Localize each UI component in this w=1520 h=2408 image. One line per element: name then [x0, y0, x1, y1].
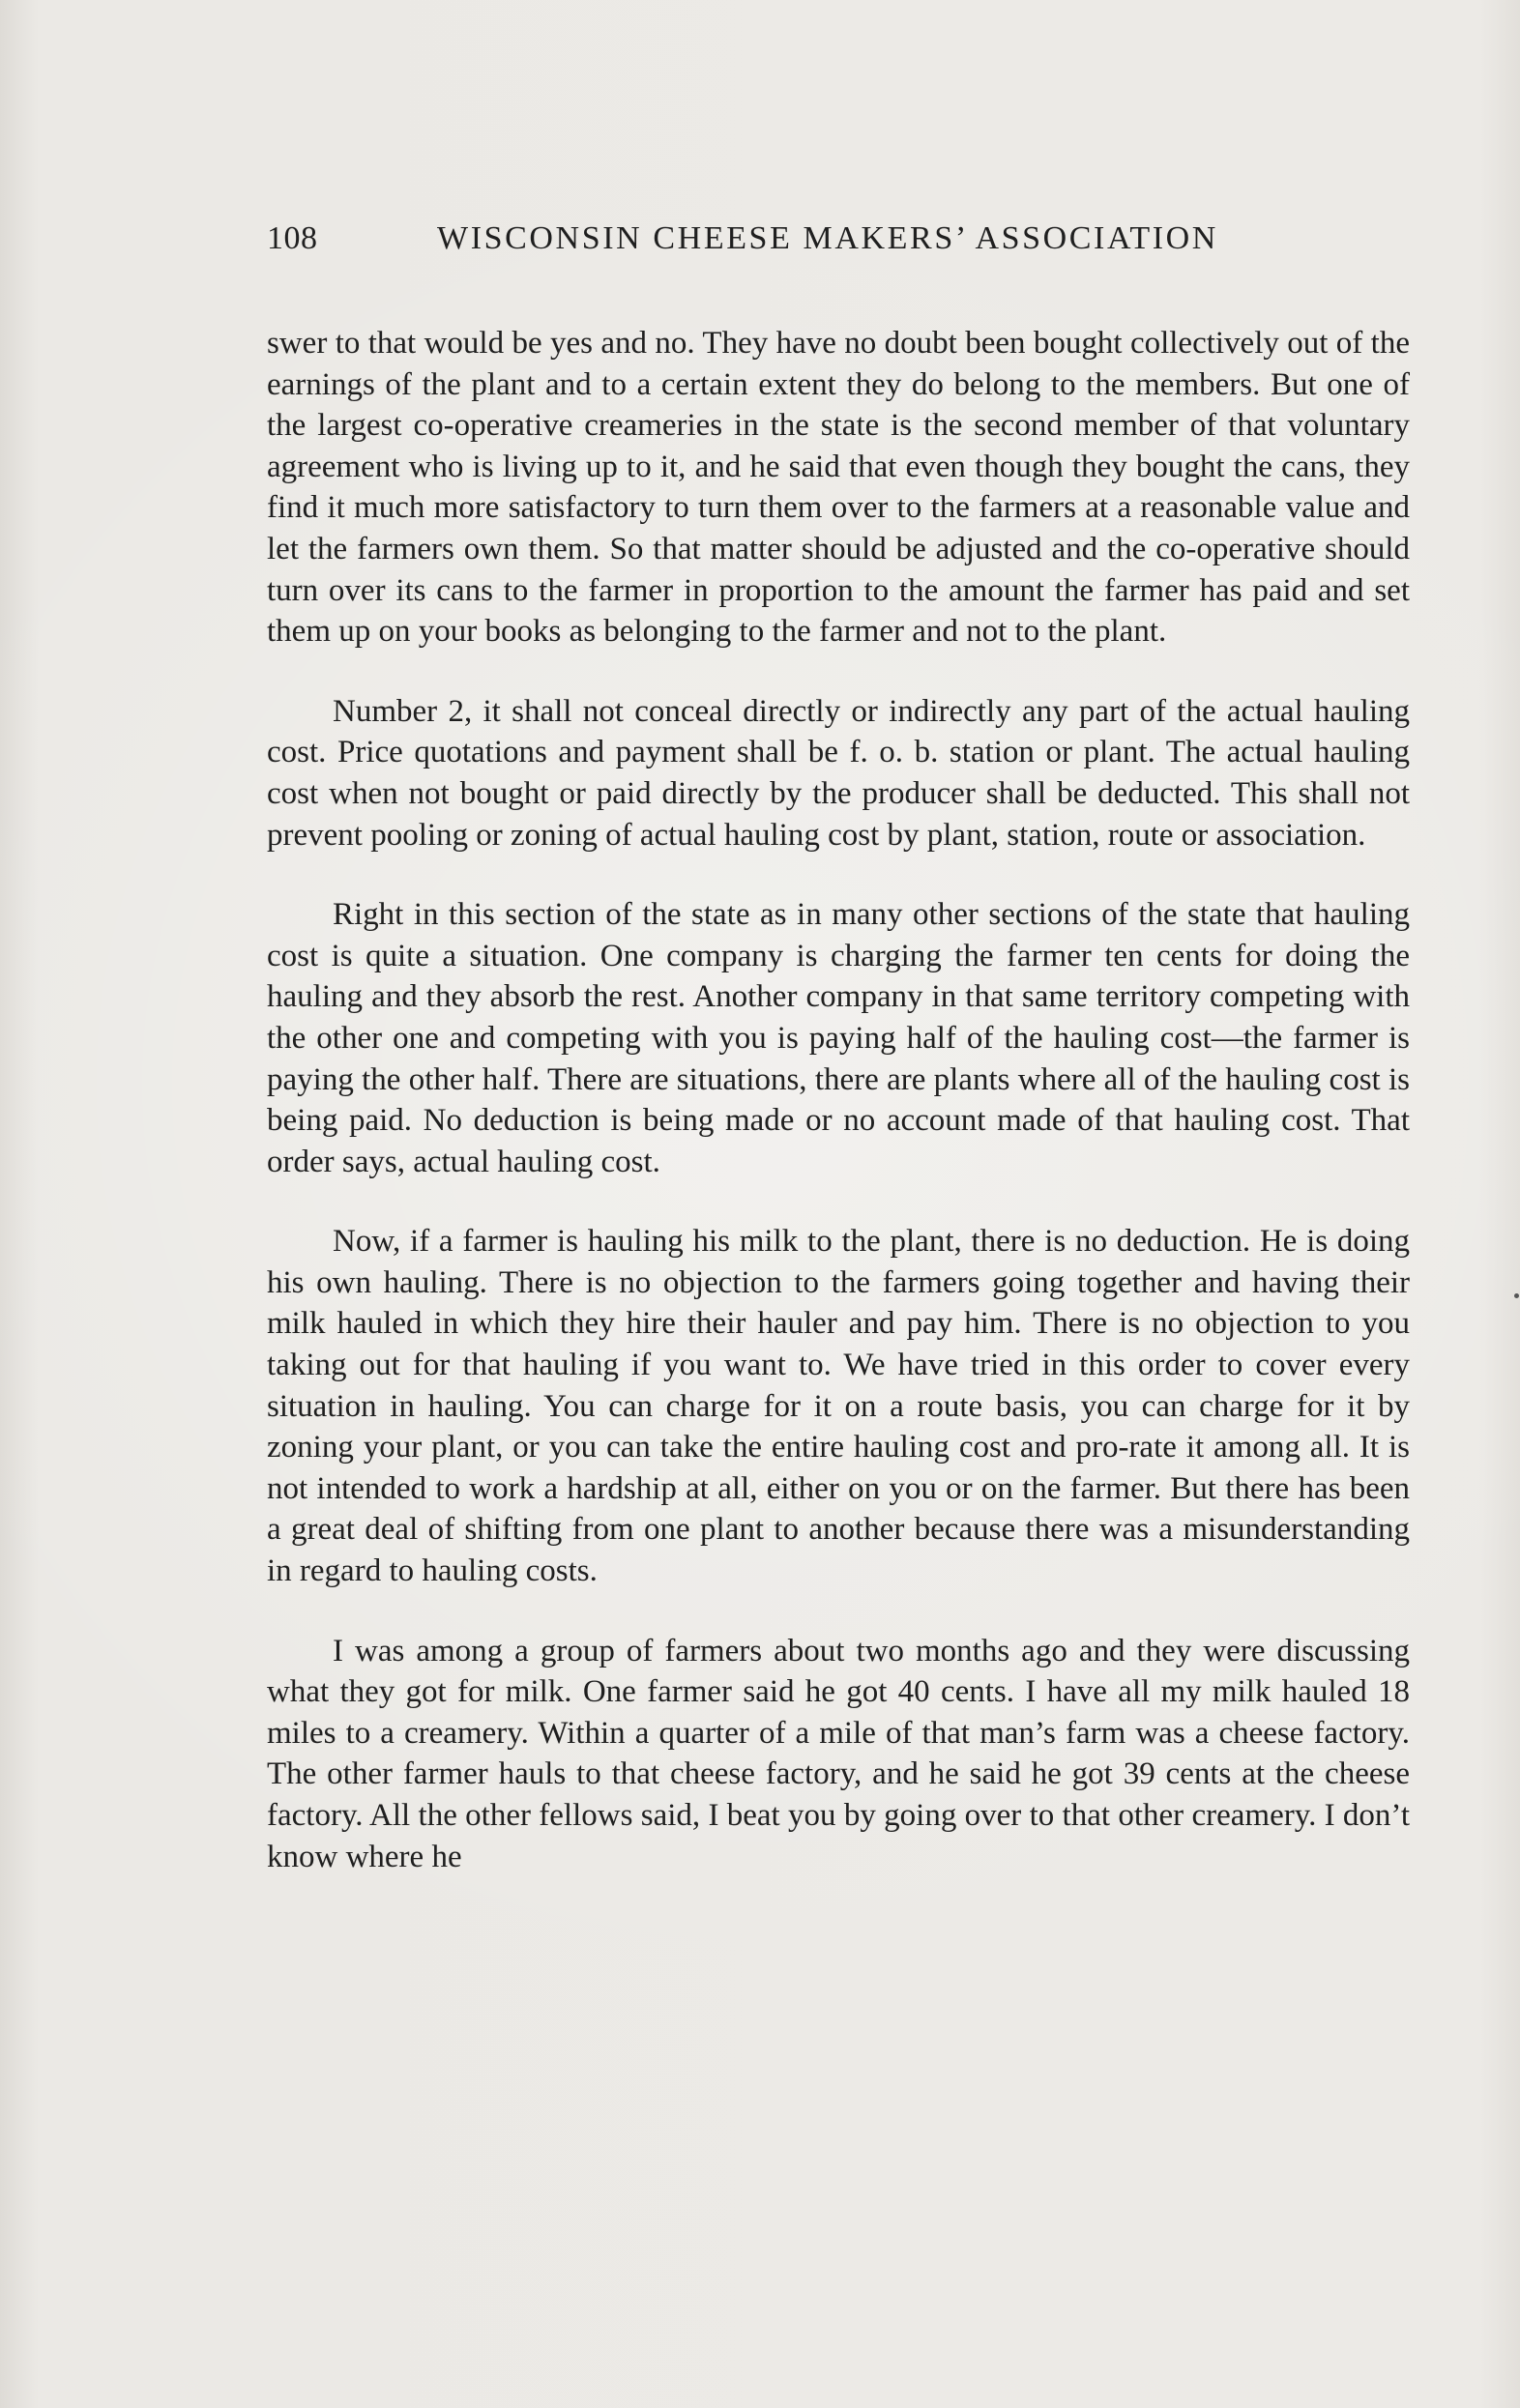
paragraph: Number 2, it shall not conceal directly or indirectly any part of the actual hauling cost. Price quotations and payment shall be f. o. b. station or plant. The actual hauling cost when not bought or paid directly by the producer shall be deducted. This shall not prevent pooling or zoning of actual hauling cost by plant, station, route or association.	[267, 693, 1410, 853]
paragraph: Right in this section of the state as in many other sections of the state that hauling cost is quite a situation. One company is charging the farmer ten cents for doing the hauling and they absorb the rest. Another company in that same territory competing with the other one and competing with you is paying half of the hauling cost—the farmer is paying the other half. There are situations, there are plants where all of the hauling cost is being paid. No deduction is being made or no account made of that hauling cost. That order says, actual hauling cost.	[267, 897, 1410, 1179]
page-header	[267, 220, 1303, 269]
paragraph: Now, if a farmer is hauling his milk to the plant, there is no deduction. He is doing his own hauling. There is no objection to the farmers going together and having their milk hauled in which they hire their hauler and pay him. There is no objection to you taking out for that hauling if you want to. We have tried in this order to cover every situation in hauling. You can charge for it on a route basis, you can charge for it by zoning your plant, or you can take the entire hauling cost and pro-rate it among all. It is not intended to work a hardship at all, either on you or on the farmer. But there has been a great deal of shifting from one plant to another because there was a misunderstanding in regard to hauling costs.	[267, 1224, 1410, 1589]
page-number: 108	[267, 220, 318, 256]
paragraph: I was among a group of farmers about two months ago and they were discussing what they got for milk. One farmer said he got 40 cents. I have all my milk hauled 18 miles to a creamery. Within a quarter of a mile of that man’s farm was a cheese factory. The other farmer hauls to that cheese factory, and he said he got 39 cents at the cheese factory. All the other fellows said, I beat you by going over to that other creamery. I don’t know where he	[267, 1633, 1410, 1874]
paragraph: swer to that would be yes and no. They have no doubt been bought collectively out of the earnings of the plant and to a certain extent they do belong to the members. But one of the largest co-operative creameries in the state is the second member of that voluntary agreement who is living up to it, and he said that even though they bought the cans, they find it much more satisfactory to turn them over to the farmers at a reasonable value and let the farmers own them. So that matter should be adjusted and the co-operative should turn over its cans to the farmer in proportion to the amount the farmer has paid and set them up on your books as belonging to the farmer and not to the plant.	[267, 326, 1410, 650]
paper-speck	[1514, 1293, 1519, 1298]
running-title: WISCONSIN CHEESE MAKERS’ ASSOCIATION	[437, 220, 1218, 256]
body-text	[267, 323, 1410, 1916]
